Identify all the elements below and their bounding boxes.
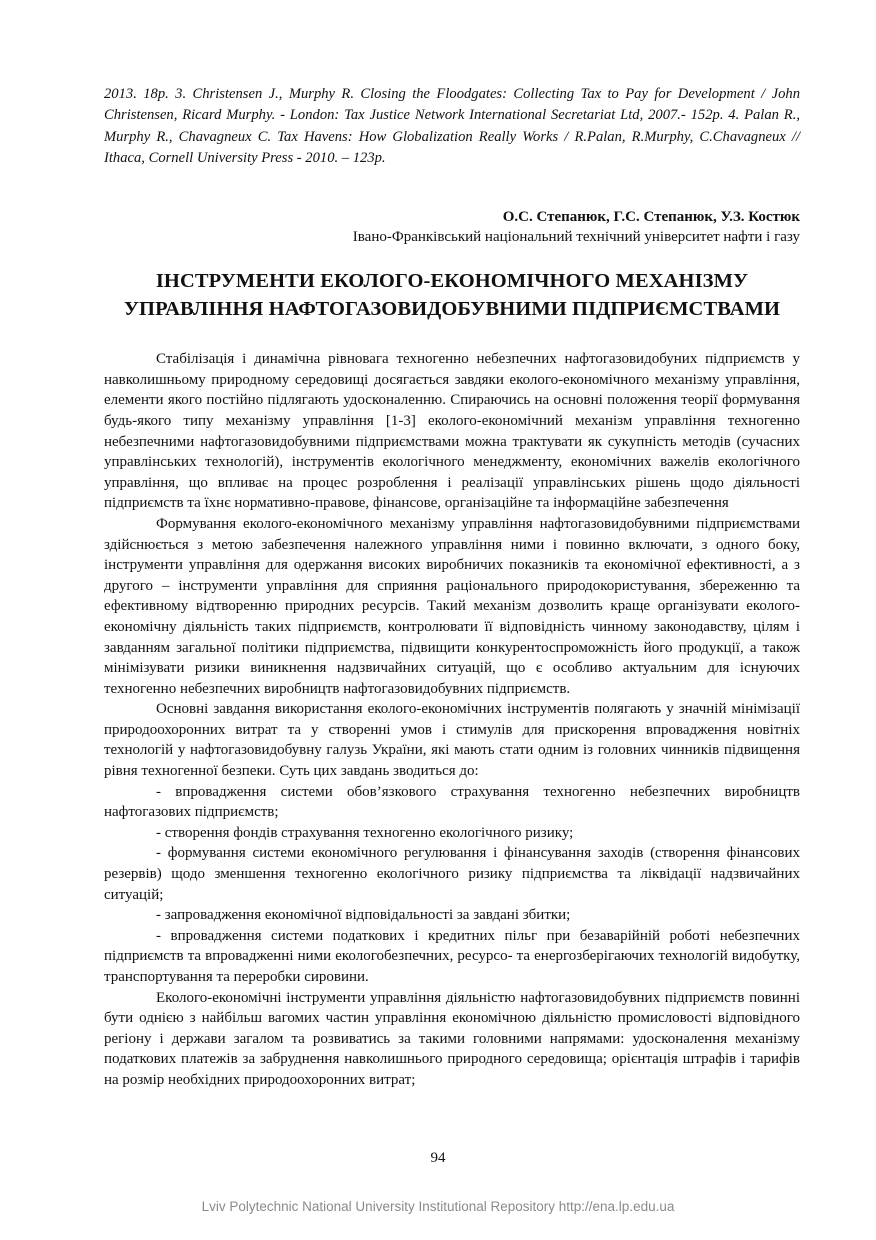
list-item: - формування системи економічного регулювання і фінансування заходів (створення фінансових резервів) щодо зменшення техногенно екологічного ризику підприємства та ліквідації надзвичайних ситуацій; [104,845,800,903]
list-item: - впровадження системи обов’язкового страхування техногенно небезпечних виробництв нафтогазових підприємств; [104,783,800,821]
references-continuation: 2013. 18р. 3. Christensen J., Murphy R. Closing the Floodgates: Collecting Tax to Pay for Development / John Christensen, Ricard Murphy. - London: Tax Justice Network International Secretariat Ltd, 2007.- 152р. 4. Palan R., Murphy R., Chavagneux C. Tax Havens: How Globalization Really Works / R.Palan, R.Murphy, C.Chavagneux // Ithaca, Cornell University Press - 2010. – 123р. [104,86,800,166]
page-content [104,84,800,1091]
list-item: - впровадження системи податкових і кредитних пільг при безаварійній роботі небезпечних підприємств та впровадженні ними екологобезпечних, ресурсо- та енергозберігаючих технологій видобутку, транспортування та переробки сировини. [104,927,800,985]
article-title [104,267,800,323]
paragraph: Еколого-економічні інструменти управління діяльністю нафтогазовидобувних підприємств повинні бути однією з найбільш вагомих частин управління економічною діяльністю промисловості відповідного регіону і держави загалом та розвиватись за такими головними напрямами: удосконалення механізму податкових платежів за забруднення навколишнього природного середовища; орієнтація штрафів і тарифів на розмір необхідних природоохоронних витрат; [104,989,800,1088]
paragraph: Формування еколого-економічного механізму управління нафтогазовидобувними підприємствами здійснюється з метою забезпечення належного управління ними і повинно включати, з одного боку, інструменти управління для одержання високих виробничих показників та економічної ефективності, а з другого – інструменти управління для сприяння раціонального природокористування, збереженню та ефективному відтворенню природних ресурсів. Такий механізм дозволить краще організувати еколого-економічну діяльність таких підприємств, контролювати її відповідність чинному законодавству, цілям і завданням загальної політики підприємства, підвищити конкурентоспроможність його продукції, а також мінімізувати ризики виникнення надзвичайних ситуацій, що є особливо актуальним для існуючих техногенно небезпечних виробництв нафтогазовидобувних підприємств. [104,515,800,697]
title-line-2: УПРАВЛІННЯ НАФТОГАЗОВИДОБУВНИМИ ПІДПРИЄМСТВАМИ [123,298,781,321]
paragraph: Основні завдання використання еколого-економічних інструментів полягають у значній мінімізації природоохоронних витрат та у створенні умов і стимулів для прискорення впровадження новітніх технологій у нафтогазовидобувну галузь України, які мають стати одним із головних чинників підвищення рівня техногенної безпеки. Суть цих завдань зводиться до: [104,701,800,780]
list-item: - створення фондів страхування техногенно екологічного ризику; [156,824,574,841]
page-number: 94 [430,1150,446,1166]
affiliation: Івано-Франківський національний технічний університет нафти і газу [352,229,800,246]
authors: О.С. Степанюк, Г.С. Степанюк, У.З. Костюк [502,209,800,226]
paragraph: Стабілізація і динамічна рівновага техногенно небезпечних нафтогазовидобуних підприємств у навколишньому природному середовищі досягається завдяки еколого-економічного механізму управління, елементи якого постійно підлягають удосконаленню. Спираючись на основні положення теорії формування будь-якого типу механізму управління [1-3] еколого-економічний механізм управління техногенно небезпечними нафтогазовидобувними підприємствами можна трактувати як сукупність методів (сучасних управлінських технологій), інструментів екологічного менеджменту, економічних важелів екологічного управління, що впливає на процес розроблення і реалізації управлінських рішень щодо діяльності підприємств та їхнє нормативно-правове, фінансове, організаційне та інформаційне забезпечення [104,351,800,512]
list-item: - запровадження економічної відповідальності за завдані збитки; [156,907,571,924]
repository-footer: Lviv Polytechnic National University Institutional Repository http://ena.lp.edu.ua [201,1199,675,1214]
article-body [104,349,800,1090]
title-line-1: ІНСТРУМЕНТИ ЕКОЛОГО-ЕКОНОМІЧНОГО МЕХАНІЗМУ [155,270,749,293]
